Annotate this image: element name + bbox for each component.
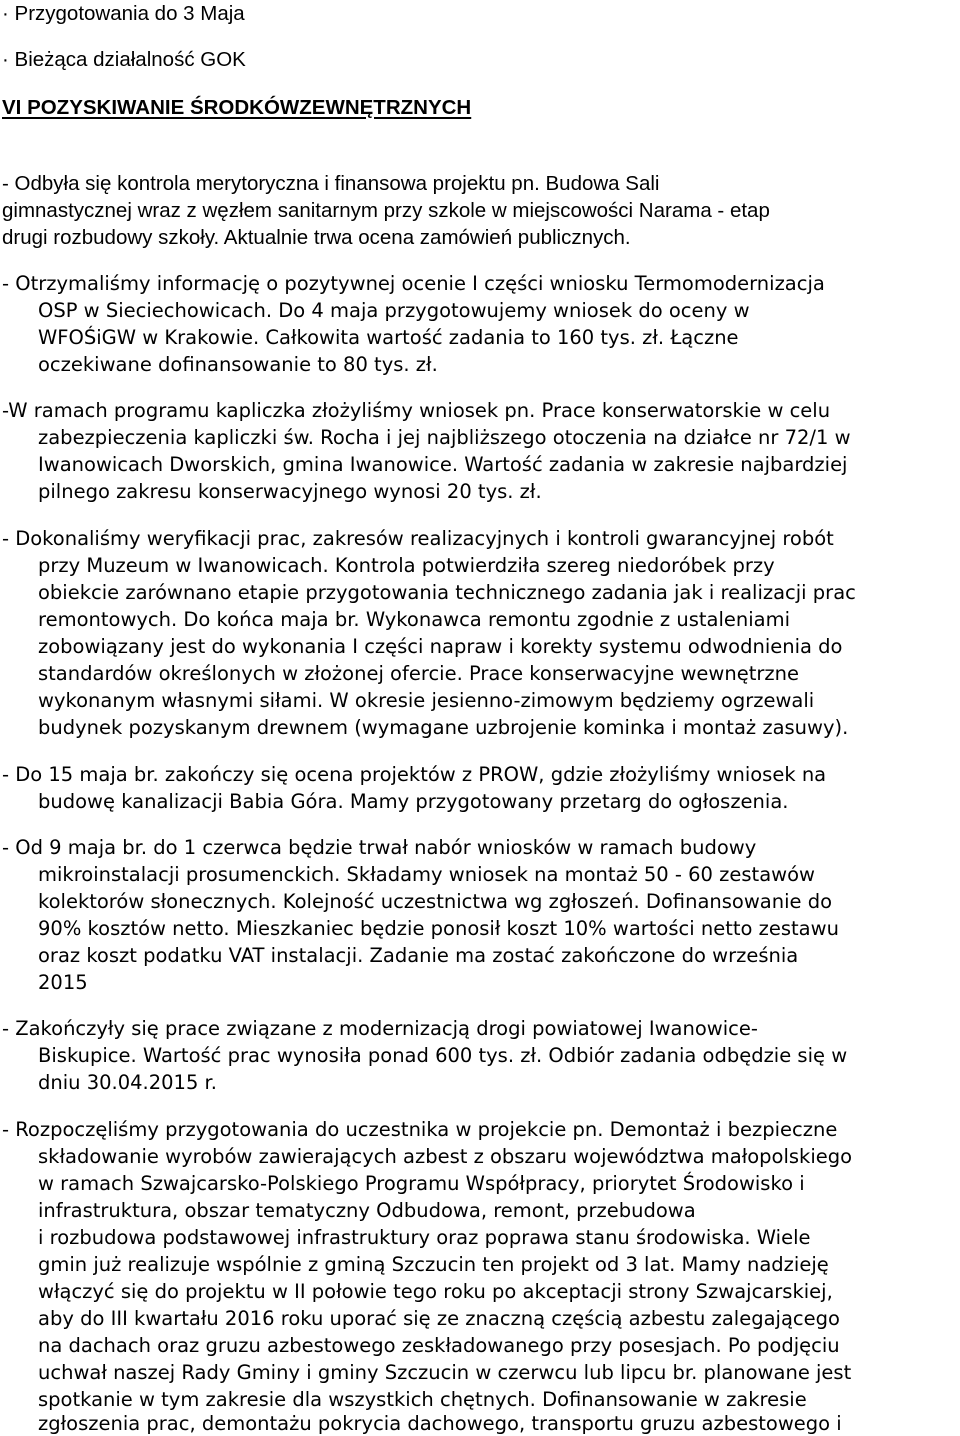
paragraph-line: obiekcie zarównano etapie przygotowania technicznego zadania jak i realizacji prac xyxy=(38,581,856,604)
paragraph-line: na dachach oraz gruzu azbestowego zeskładowanego przy posesjach. Po podjęciu xyxy=(38,1334,840,1357)
paragraph-line: - Rozpoczęliśmy przygotowania do uczestnika w projekcie pn. Demontaż i bezpieczne xyxy=(2,1118,838,1141)
paragraph-line: aby do III kwartału 2016 roku uporać się ze znaczną częścią azbestu zalegającego xyxy=(38,1307,840,1330)
paragraph-line: i rozbudowa podstawowej infrastruktury oraz poprawa stanu środowiska. Wiele xyxy=(38,1226,811,1249)
paragraph-line: zobowiązany jest do wykonania I części napraw i korekty systemu odwodnienia do xyxy=(38,635,843,658)
paragraph-line: - Odbyła się kontrola merytoryczna i finansowa projektu pn. Budowa Sali xyxy=(2,172,660,195)
paragraph-line: przy Muzeum w Iwanowicach. Kontrola potwierdziła szereg niedoróbek przy xyxy=(38,554,775,577)
paragraph-line: - Zakończyły się prace związane z modernizacją drogi powiatowej Iwanowice- xyxy=(2,1017,758,1040)
paragraph-line: - Do 15 maja br. zakończy się ocena projektów z PROW, gdzie złożyliśmy wniosek na xyxy=(2,763,827,786)
paragraph-line: dniu 30.04.2015 r. xyxy=(38,1071,217,1094)
paragraph-line: infrastruktura, obszar tematyczny Odbudowa, remont, przebudowa xyxy=(38,1199,696,1222)
paragraph-line: spotkanie w tym zakresie dla wszystkich chętnych. Dofinansowanie w zakresie xyxy=(38,1388,807,1411)
paragraph-line: kolektorów słonecznych. Kolejność uczestnictwa wg zgłoszeń. Dofinansowanie do xyxy=(38,890,833,913)
paragraph-line: remontowych. Do końca maja br. Wykonawca remontu zgodnie z ustaleniami xyxy=(38,608,791,631)
paragraph-line: 90% kosztów netto. Mieszkaniec będzie ponosił koszt 10% wartości netto zestawu xyxy=(38,917,839,940)
section-heading: VI POZYSKIWANIE ŚRODKÓWZEWNĘTRZNYCH xyxy=(2,96,472,119)
paragraph-line: Biskupice. Wartość prac wynosiła ponad 600 tys. zł. Odbiór zadania odbędzie się w xyxy=(38,1044,848,1067)
paragraph-line: gmin już realizuje wspólnie z gminą Szczucin ten projekt od 3 lat. Mamy nadzieję xyxy=(38,1253,829,1276)
paragraph-line: 2015 xyxy=(38,971,88,994)
paragraph-line: - Od 9 maja br. do 1 czerwca będzie trwał nabór wniosków w ramach budowy xyxy=(2,836,757,859)
paragraph-line: drugi rozbudowy szkoły. Aktualnie trwa ocena zamówień publicznych. xyxy=(2,226,631,249)
paragraph-line: włączyć się do projektu w II połowie tego roku po akceptacji strony Szwajcarskiej, xyxy=(38,1280,833,1303)
paragraph-line: Iwanowicach Dworskich, gmina Iwanowice. Wartość zadania w zakresie najbardziej xyxy=(38,453,848,476)
paragraph-line: wykonanym własnymi siłami. W okresie jesienno-zimowym będziemy ogrzewali xyxy=(38,689,815,712)
paragraph-line: zabezpieczenia kapliczki św. Rocha i jej najbliższego otoczenia na działce nr 72/1 w xyxy=(38,426,851,449)
paragraph-line: OSP w Sieciechowicach. Do 4 maja przygotowujemy wniosek do oceny w xyxy=(38,299,750,322)
paragraph-line: w ramach Szwajcarsko-Polskiego Programu Współpracy, priorytet Środowisko i xyxy=(38,1172,805,1195)
paragraph-line: budynek pozyskanym drewnem (wymagane uzbrojenie kominka i montaż zasuwy). xyxy=(38,716,849,739)
bullet-item: · Bieżąca działalność GOK xyxy=(2,48,246,71)
paragraph-line: zgłoszenia prac, demontażu pokrycia dachowego, transportu gruzu azbestowego i xyxy=(38,1412,842,1435)
paragraph-line: oczekiwane dofinansowanie to 80 tys. zł. xyxy=(38,353,438,376)
paragraph-line: -W ramach programu kapliczka złożyliśmy wniosek pn. Prace konserwatorskie w celu xyxy=(2,399,831,422)
paragraph-line: mikroinstalacji prosumenckich. Składamy wniosek na montaż 50 - 60 zestawów xyxy=(38,863,815,886)
paragraph-line: budowę kanalizacji Babia Góra. Mamy przygotowany przetarg do ogłoszenia. xyxy=(38,790,789,813)
paragraph-line: oraz koszt podatku VAT instalacji. Zadanie ma zostać zakończone do września xyxy=(38,944,799,967)
paragraph-line: - Otrzymaliśmy informację o pozytywnej ocenie I części wniosku Termomodernizacja xyxy=(2,272,825,295)
paragraph-line: pilnego zakresu konserwacyjnego wynosi 20 tys. zł. xyxy=(38,480,542,503)
paragraph-line: składowanie wyrobów zawierających azbest z obszaru województwa małopolskiego xyxy=(38,1145,853,1168)
paragraph-line: WFOŚiGW w Krakowie. Całkowita wartość zadania to 160 tys. zł. Łączne xyxy=(38,326,739,349)
bullet-item: · Przygotowania do 3 Maja xyxy=(2,2,245,25)
paragraph-line: standardów określonych w złożonej ofercie. Prace konserwacyjne wewnętrzne xyxy=(38,662,799,685)
paragraph-line: gimnastycznej wraz z węzłem sanitarnym przy szkole w miejscowości Narama - etap xyxy=(2,199,770,222)
paragraph-line: - Dokonaliśmy weryfikacji prac, zakresów realizacyjnych i kontroli gwarancyjnej robót xyxy=(2,527,834,550)
paragraph-line: uchwał naszej Rady Gminy i gminy Szczucin w czerwcu lub lipcu br. planowane jest xyxy=(38,1361,852,1384)
